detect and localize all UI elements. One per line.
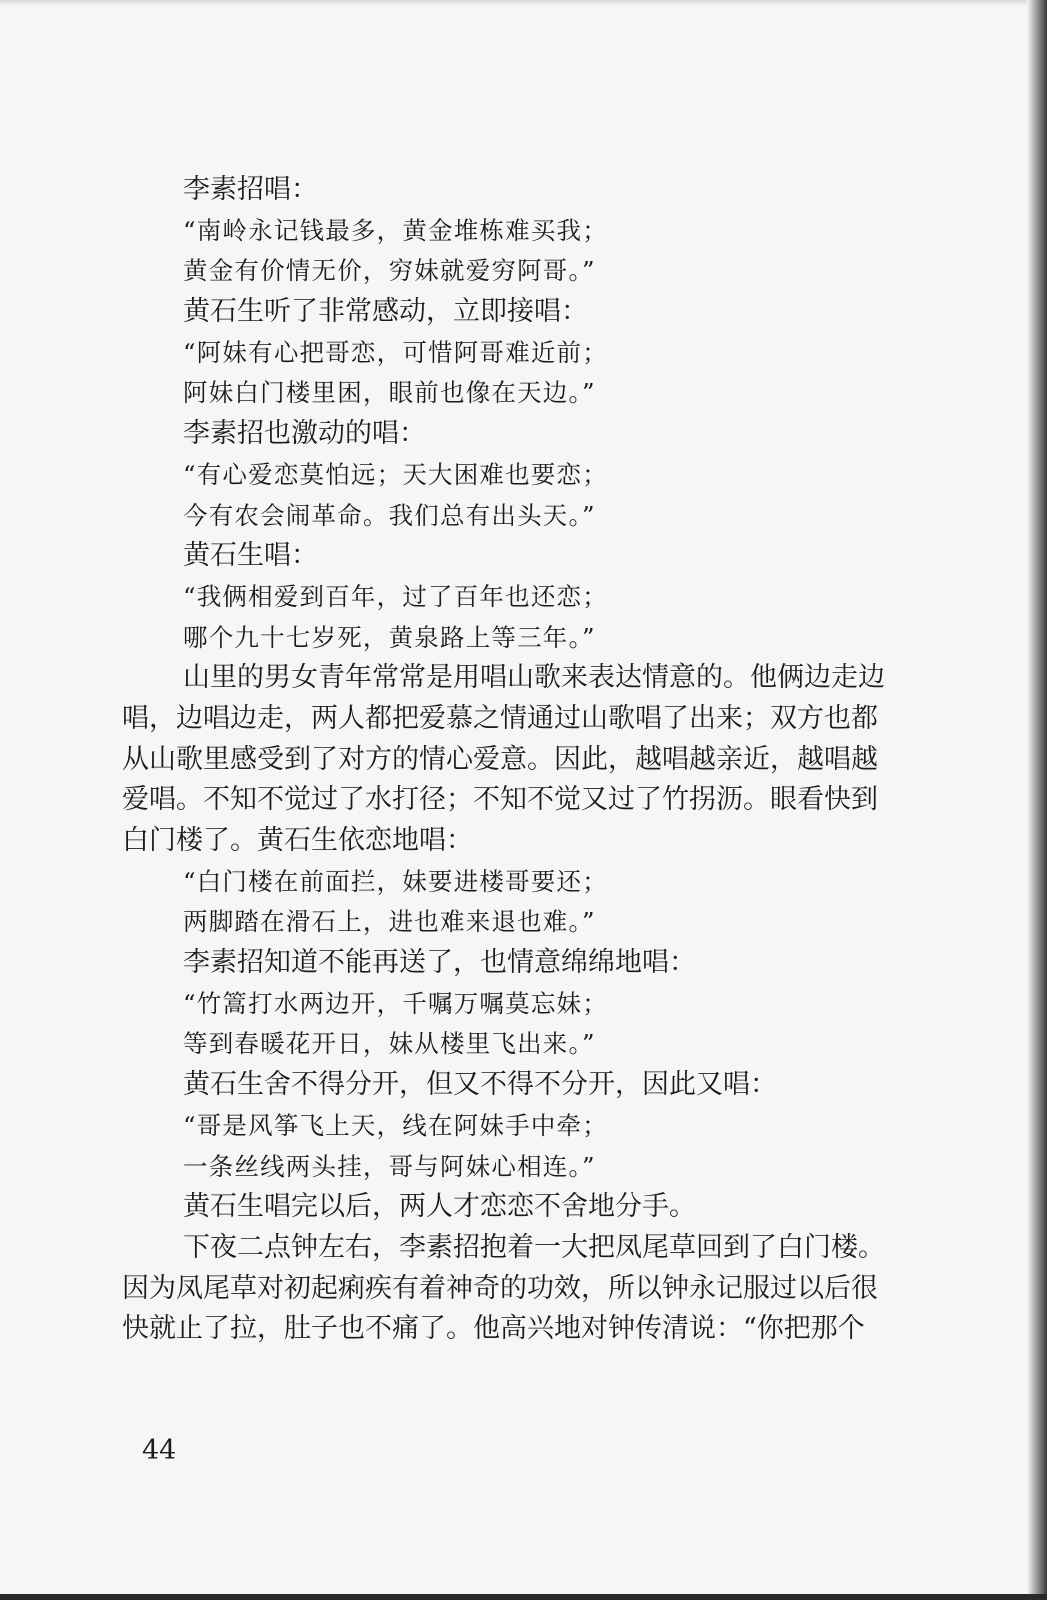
verse-line: “哥是风筝飞上天，线在阿妹手中牵； bbox=[183, 1110, 608, 1140]
verse-line: 今有农会闹革命。我们总有出头天。” bbox=[183, 500, 596, 530]
text-line: 因为凤尾草对初起痢疾有着神奇的功效，所以钟永记服过以后很 bbox=[122, 1272, 878, 1304]
text-line: 黄石生唱完以后，两人才恋恋不舍地分手。 bbox=[183, 1191, 696, 1223]
verse-line: “竹篙打水两边开，千嘱万嘱莫忘妹； bbox=[183, 988, 608, 1018]
page-body-text bbox=[122, 170, 932, 1350]
text-line: 唱，边唱边走，两人都把爱慕之情通过山歌唱了出来；双方也都 bbox=[122, 702, 878, 734]
page-bottom-edge bbox=[0, 1594, 1047, 1600]
text-line: 李素招也激动的唱： bbox=[183, 418, 426, 450]
verse-line: “阿妹有心把哥恋，可惜阿哥难近前； bbox=[183, 337, 608, 367]
text-line: 李素招知道不能再送了，也情意绵绵地唱： bbox=[183, 947, 696, 979]
text-line: 爱唱。不知不觉过了水打径；不知不觉又过了竹拐沥。眼看快到 bbox=[122, 784, 878, 816]
verse-line: 一条丝线两头挂，哥与阿妹心相连。” bbox=[183, 1151, 596, 1181]
text-line: 从山歌里感受到了对方的情心爱意。因此，越唱越亲近，越唱越 bbox=[122, 743, 878, 775]
verse-line: 两脚踏在滑石上，进也难来退也难。” bbox=[183, 907, 596, 937]
page-top-edge bbox=[0, 0, 1047, 6]
verse-line: 等到春暖花开日，妹从楼里飞出来。” bbox=[183, 1029, 596, 1059]
text-line: 黄石生听了非常感动，立即接唱： bbox=[183, 296, 588, 328]
text-line: 黄石生唱： bbox=[183, 540, 318, 572]
text-line: 白门楼了。黄石生依恋地唱： bbox=[122, 825, 473, 856]
verse-line: 黄金有价情无价，穷妹就爱穷阿哥。” bbox=[183, 256, 596, 286]
verse-line: “南岭永记钱最多，黄金堆栋难买我； bbox=[183, 215, 608, 245]
verse-line: “我俩相爱到百年，过了百年也还恋； bbox=[183, 581, 608, 611]
text-line: 下夜二点钟左右，李素招抱着一大把凤尾草回到了白门楼。 bbox=[183, 1231, 885, 1263]
verse-line: “白门楼在前面拦，妹要进楼哥要还； bbox=[183, 866, 608, 896]
text-line: 黄石生舍不得分开，但又不得不分开，因此又唱： bbox=[183, 1069, 777, 1101]
verse-line: 阿妹白门楼里困，眼前也像在天边。” bbox=[183, 378, 596, 408]
text-line: 山里的男女青年常常是用唱山歌来表达情意的。他俩边走边 bbox=[183, 662, 885, 694]
verse-line: 哪个九十七岁死，黄泉路上等三年。” bbox=[183, 622, 596, 652]
text-line: 李素招唱： bbox=[183, 174, 318, 205]
page-right-edge bbox=[1027, 0, 1047, 1600]
page-number: 44 bbox=[142, 1435, 177, 1466]
verse-line: “有心爱恋莫怕远；天大困难也要恋； bbox=[183, 459, 608, 489]
text-line: 快就止了拉，肚子也不痛了。他高兴地对钟传清说：“你把那个 bbox=[122, 1313, 865, 1345]
